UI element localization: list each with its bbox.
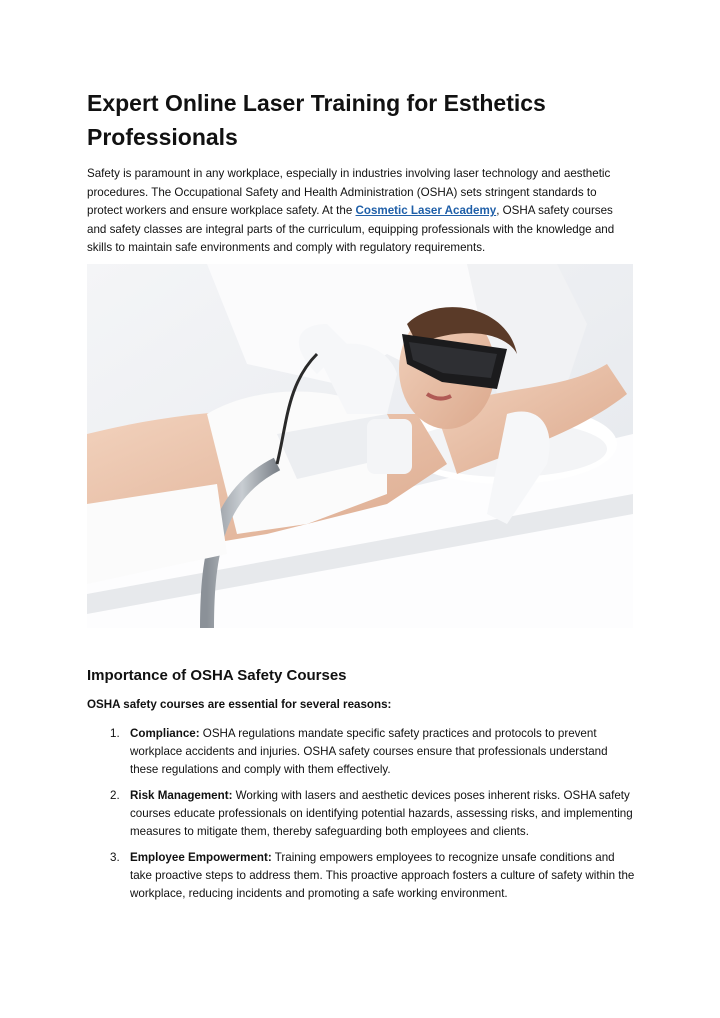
list-item: [87, 787, 635, 841]
list-item-text: Working with lasers and aesthetic devices poses inherent risks. OSHA safety courses educate professionals on identifying potential hazards, assessing risks, and implementing measures to mitigate them, thereby safeguarding both employees and clients.: [130, 789, 633, 838]
list-number: 3.: [110, 851, 120, 864]
list-item: [87, 849, 635, 903]
cosmetic-laser-academy-link[interactable]: Cosmetic Laser Academy: [355, 204, 497, 218]
list-item-term: Risk Management:: [130, 789, 233, 802]
list-item: [87, 725, 635, 779]
intro-text-end: , OSHA safety courses and safety classes are integral parts of the curriculum, equipping professionals with the knowledge and skills to maintain safe environments and comply with regulatory requirements.: [87, 204, 615, 255]
laser-treatment-photo: [87, 264, 633, 628]
intro-text-start: Safety is paramount in any workplace, especially in industries involving laser technology and aesthetic procedures. The Occupational Safety and Health Administration (OSHA) sets stringent standards to protect workers and ensure workplace safety. At the: [87, 167, 611, 218]
reasons-list: [87, 725, 635, 911]
list-number: 1.: [110, 727, 120, 740]
list-number: 2.: [110, 789, 120, 802]
section-heading: Importance of OSHA Safety Courses: [87, 667, 347, 684]
laser-treatment-illustration: [87, 264, 633, 628]
section-lead: OSHA safety courses are essential for several reasons:: [87, 698, 392, 711]
list-item-text: Training empowers employees to recognize unsafe conditions and take proactive steps to address them. This proactive approach fosters a culture of safety within the workplace, reducing incidents and promoting a safe working environment.: [130, 851, 635, 900]
list-item-text: OSHA regulations mandate specific safety practices and protocols to prevent workplace accidents and injuries. OSHA safety courses ensure that professionals understand these regulations and comply with them effectively.: [130, 727, 608, 776]
list-item-term: Compliance:: [130, 727, 200, 740]
page-title: Expert Online Laser Training for Esthetics Professionals: [87, 90, 546, 150]
list-item-term: Employee Empowerment:: [130, 851, 272, 864]
intro-paragraph: [87, 165, 635, 258]
